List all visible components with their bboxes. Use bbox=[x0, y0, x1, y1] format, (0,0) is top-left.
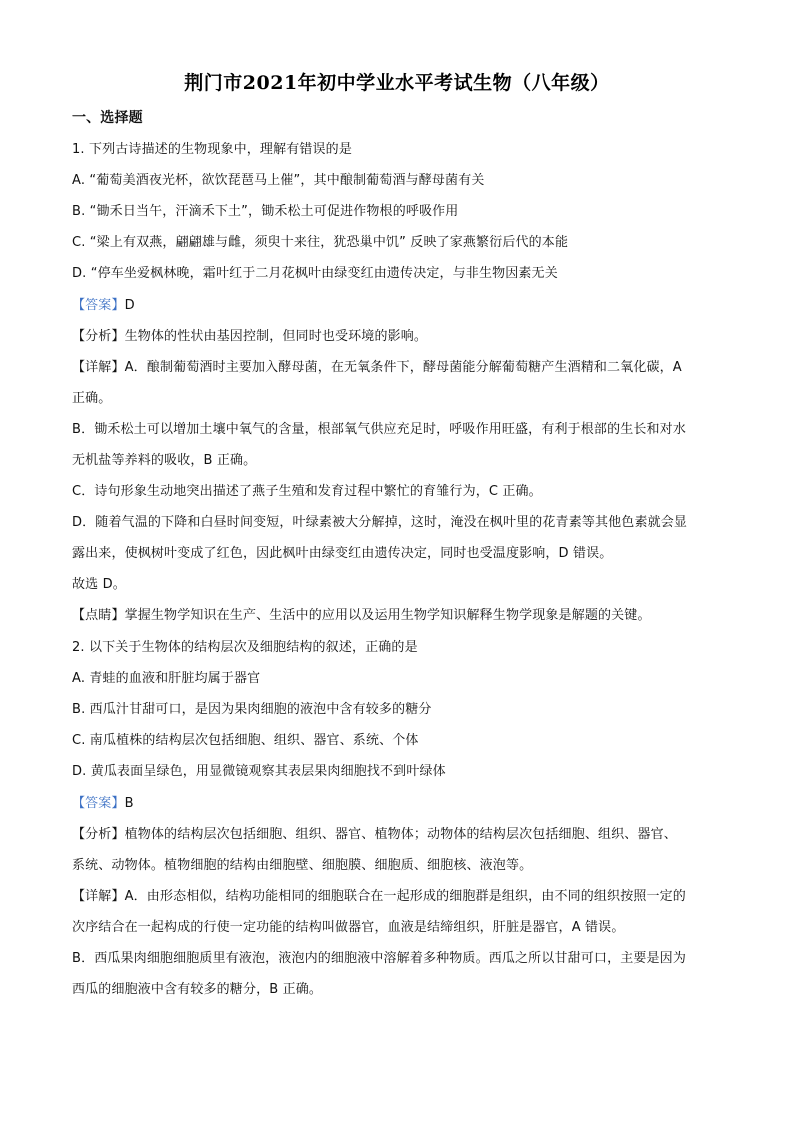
q1-detail-line-1 bbox=[72, 358, 682, 378]
analysis-tag: 【分析】 bbox=[72, 827, 125, 842]
q2-stem: 2. 以下关于生物体的结构层次及细胞结构的叙述，正确的是 bbox=[72, 640, 418, 655]
q2-option-d: D. 黄瓜表面呈绿色，用显微镜观察其表层果肉细胞找不到叶绿体 bbox=[72, 764, 446, 779]
q1-detail-text-1: A．酿制葡萄酒时主要加入酵母菌，在无氧条件下，酵母菌能分解葡萄糖产生酒精和二氧化碳，A bbox=[124, 360, 682, 375]
q1-detail-line-5: C．诗句形象生动地突出描述了燕子生殖和发育过程中繁忙的育雏行为，C 正确。 bbox=[72, 484, 542, 499]
q1-detail-line-6: D．随着气温的下降和白昼时间变短，叶绿素被大分解掉，这时，淹没在枫叶里的花青素等其他色素就会显 bbox=[72, 515, 688, 530]
q2-option-b: B. 西瓜汁甘甜可口，是因为果肉细胞的液泡中含有较多的糖分 bbox=[72, 702, 432, 717]
q1-detail-line-8: 故选 D。 bbox=[72, 577, 126, 592]
q2-option-c: C. 南瓜植株的结构层次包括细胞、组织、器官、系统、个体 bbox=[72, 733, 419, 748]
q1-analysis bbox=[72, 327, 427, 347]
q2-detail-line-4: 西瓜的细胞液中含有较多的糖分，B 正确。 bbox=[72, 982, 323, 997]
q1-comment-text: 掌握生物学知识在生产、生活中的应用以及运用生物学知识解释生物学现象是解题的关键。 bbox=[124, 608, 651, 623]
q1-option-b: B. “锄禾日当午，汗滴禾下土”，锄禾松土可促进作物根的呼吸作用 bbox=[72, 204, 459, 219]
q2-analysis-line-1 bbox=[72, 825, 677, 845]
q2-option-a: A. 青蛙的血液和肝脏均属于器官 bbox=[72, 671, 261, 686]
analysis-tag: 【分析】 bbox=[72, 329, 125, 344]
q2-analysis-line-2: 系统、动物体。植物细胞的结构由细胞壁、细胞膜、细胞质、细胞核、液泡等。 bbox=[72, 858, 533, 873]
q2-detail-line-3: B．西瓜果肉细胞细胞质里有液泡，液泡内的细胞液中溶解着多种物质。西瓜之所以甘甜可口，主要是因为 bbox=[72, 951, 686, 966]
q1-answer-value: D bbox=[124, 298, 135, 313]
q1-stem: 1. 下列古诗描述的生物现象中，理解有错误的是 bbox=[72, 142, 352, 157]
q1-detail-line-3: B．锄禾松土可以增加土壤中氧气的含量，根部氧气供应充足时，呼吸作用旺盛，有利于根部的生长和对水 bbox=[72, 422, 686, 437]
q1-option-d: D. “停车坐爱枫林晚，霜叶红于二月花枫叶由绿变红由遗传决定，与非生物因素无关 bbox=[72, 266, 558, 281]
q1-detail-line-2: 正确。 bbox=[72, 391, 112, 406]
q1-answer bbox=[72, 296, 135, 316]
q1-analysis-text: 生物体的性状由基因控制，但同时也受环境的影响。 bbox=[124, 329, 428, 344]
q1-option-a: A. “葡萄美酒夜光杯，欲饮琵琶马上催”，其中酿制葡萄酒与酵母菌有关 bbox=[72, 173, 485, 188]
q1-option-c: C. “梁上有双燕，翩翩雄与雌，须臾十来往，犹恐巢中饥” 反映了家燕繁衍后代的本能 bbox=[72, 235, 569, 250]
comment-tag: 【点睛】 bbox=[72, 608, 125, 623]
q1-detail-line-7: 露出来，使枫树叶变成了红色，因此枫叶由绿变红由遗传决定，同时也受温度影响，D 错误。 bbox=[72, 546, 613, 561]
detail-tag: 【详解】 bbox=[72, 360, 125, 375]
document-title: 荆门市2021年初中学业水平考试生物（八年级） bbox=[184, 72, 610, 94]
detail-tag: 【详解】 bbox=[72, 889, 125, 904]
q1-detail-line-4: 无机盐等养料的吸收，B 正确。 bbox=[72, 453, 257, 468]
q2-answer-value: B bbox=[124, 796, 134, 811]
q2-analysis-text-1: 植物体的结构层次包括细胞、组织、器官、植物体；动物体的结构层次包括细胞、组织、器官、 bbox=[124, 827, 677, 842]
q2-detail-line-1 bbox=[72, 887, 686, 907]
answer-tag: 【答案】 bbox=[72, 796, 125, 811]
answer-tag: 【答案】 bbox=[72, 298, 125, 313]
q1-comment bbox=[72, 606, 651, 626]
q2-detail-text-1: A．由形态相似，结构功能相同的细胞联合在一起形成的细胞群是组织，由不同的组织按照一定的 bbox=[124, 889, 686, 904]
section-heading: 一、选择题 bbox=[72, 110, 143, 126]
q2-answer bbox=[72, 794, 134, 814]
q2-detail-line-2: 次序结合在一起构成的行使一定功能的结构叫做器官，血液是结缔组织，肝脏是器官，A 错误。 bbox=[72, 920, 625, 935]
